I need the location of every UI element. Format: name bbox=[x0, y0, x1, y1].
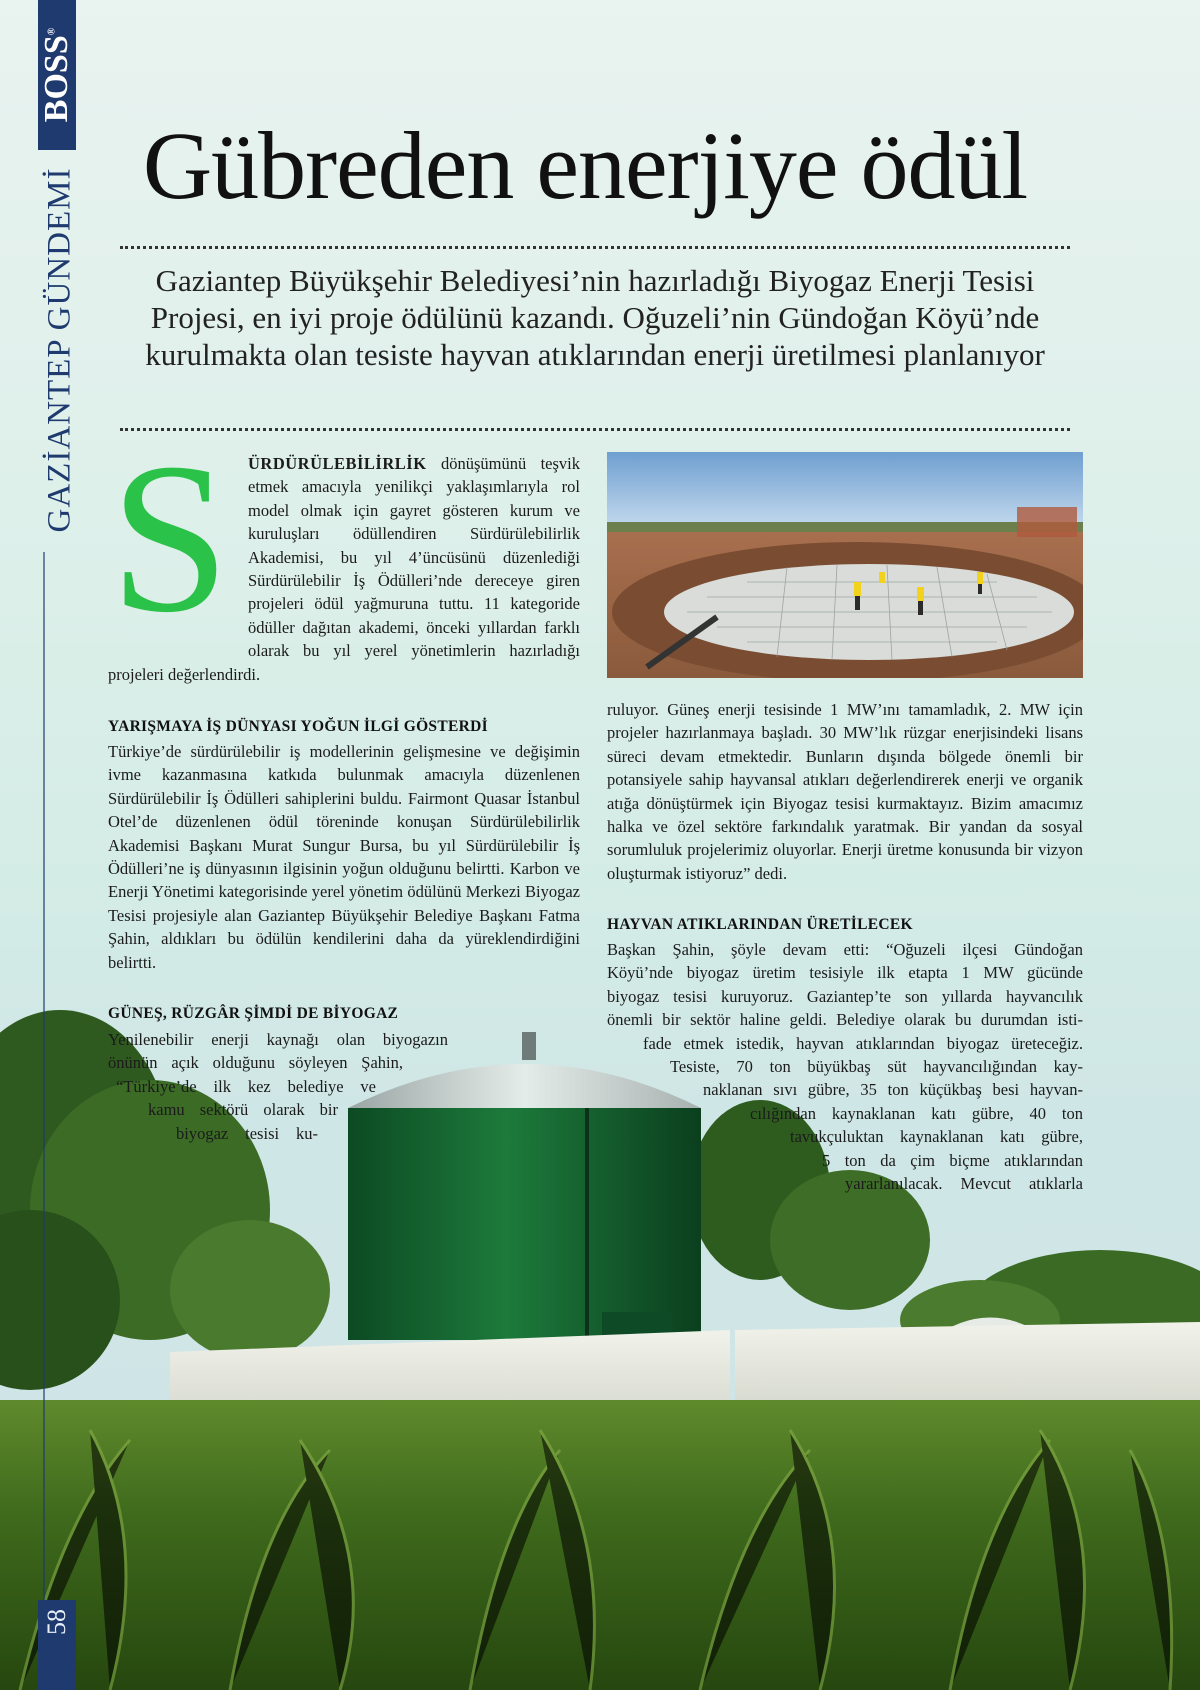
section3-line: Tesiste, 70 ton büyükbaş süt hayvancılığından kay- bbox=[670, 1057, 1083, 1077]
section3-line: 5 ton da çim biçme atıklarından bbox=[822, 1150, 1083, 1170]
page-number: 58 bbox=[42, 1609, 71, 1635]
rail-line bbox=[43, 552, 45, 1600]
section2-text bbox=[108, 1028, 480, 1145]
section3-text bbox=[580, 938, 1083, 1195]
section-label: GAZİANTEP GÜNDEMİ bbox=[41, 167, 78, 533]
brand-text: BOSS bbox=[38, 35, 75, 123]
section3-line: cılığından kaynaklanan katı gübre, 40 ton bbox=[750, 1103, 1083, 1123]
section2-line: biyogaz tesisi ku- bbox=[176, 1123, 318, 1143]
section3-line: biyogaz tesisi kuruyoruz. Gaziantep’te son yıllarda hayvancılık bbox=[607, 986, 1083, 1006]
section2-heading: GÜNEŞ, RÜZGÂR ŞİMDİ DE BİYOGAZ bbox=[108, 1005, 399, 1022]
registered-mark: ® bbox=[46, 27, 58, 36]
intro-text: dönüşümünü teşvik etmek amacıyla yenilikçi yaklaşımlarıyla rol model olmak için gayret gösteren kurum ve kuruluşları ödüllendiren Sürdürülebilirlik Akademisi, bu yıl 4’üncüsünü düzenlediği Sürdürülebilir İş Ödülleri’nde dereceye giren projeleri ödül yağmuruna tuttu. 11 kategoride ödüller dağıtan akademi, önceki yıllardan farklı olarak bu yıl yerel yönetimlerin hazırladığı projeleri değerlendirdi. bbox=[108, 454, 580, 684]
drop-cap: S bbox=[110, 418, 230, 657]
section3-line: fade etmek istedik, hayvan atıklarından biyogaz üreteceğiz. bbox=[643, 1033, 1083, 1053]
section3-line: yararlanılacak. Mevcut atıklarla bbox=[845, 1174, 1083, 1194]
section1-text: Türkiye’de sürdürülebilir iş modellerinin gelişmesine ve değişimin ivme kazanmasına katkıda bulunmak amacıyla düzenlenen Sürdürülebilir İş Ödülleri sahiplerini buldu. Fairmont Quasar İstanbul Otel’de düzenlenen ödül töreninde konuşan Sürdürülebilirlik Akademisi Başkanı Murat Sungur Bursa, bu yıl Sürdürülebilir İş Ödülleri’ne iş dünyasının ilgisinin yoğun olduğunu belirtti. Karbon ve Enerji Yönetimi kategorisinde yerel yönetim ödülünü Merkezi Biyogaz Tesisi projesiyle alan Gaziantep Büyükşehir Belediye Başkanı Fatma Şahin, aldıkları bu ödülün kendilerini daha da yüreklendirdiğini belirtti. bbox=[108, 742, 580, 972]
section2-line: Yenilenebilir enerji kaynağı olan biyogazın bbox=[108, 1030, 448, 1049]
section3-line: önemli bir sektör haline geldi. Belediye olarak bu durumdan isti- bbox=[607, 1010, 1083, 1030]
article-title: Gübreden enerjiye ödül bbox=[142, 112, 1028, 219]
section3-line: Köyü’nde biyogaz üretim tesisiyle ilk etapta 1 MW gücünde bbox=[607, 963, 1083, 983]
intro-strong: ÜRDÜRÜLEBİLİRLİK bbox=[248, 454, 427, 473]
section1-heading: YARIŞMAYA İŞ DÜNYASI YOĞUN İLGİ GÖSTERDİ bbox=[108, 718, 488, 735]
section2-line: kamu sektörü olarak bir bbox=[148, 1100, 338, 1120]
dotted-rule-bottom bbox=[120, 428, 1070, 431]
dotted-rule-top bbox=[120, 246, 1070, 249]
magazine-brand bbox=[38, 28, 76, 122]
construction-photo bbox=[607, 452, 1083, 678]
section3-heading: HAYVAN ATIKLARINDAN ÜRETİLECEK bbox=[607, 916, 913, 933]
drop-cap-space bbox=[108, 452, 248, 662]
article-lede: Gaziantep Büyükşehir Belediyesi’nin hazırladığı Biyogaz Enerji Tesisi Projesi, en iyi proje ödülünü kazandı. Oğuzeli’nin Gündoğan Köyü’nde kurulmakta olan tesiste hayvan atıklarından enerji üretilmesi planlanıyor bbox=[145, 263, 1045, 372]
section3-line: naklanan sıvı gübre, 35 ton küçükbaş besi hayvan- bbox=[703, 1080, 1083, 1100]
intro-paragraph bbox=[108, 452, 580, 686]
column2-text: ruluyor. Güneş enerji tesisinde 1 MW’ını tamamladık, 2. MW için projeler hazırlanmaya başladı. 30 MW’lık rüzgar enerjisindeki lisans süreci devam etmektedir. Bunların dışında bölgede önemli bir potansiyele sahip hayvansal atıkları değerlendirerek enerji ve organik atığa dönüştürmek için Biyogaz tesisi kurmaktayız. Bizim amacımız halka ve özel sektöre farkındalık yaratmak. Bir yandan da sosyal sorumluluk projelerimiz oluyorlar. Enerji üretme konusunda bir vizyon oluşturmak istiyoruz” dedi. bbox=[607, 700, 1083, 883]
section2-line: “Türkiye’de ilk kez belediye ve bbox=[116, 1076, 376, 1096]
section3-line: Başkan Şahin, şöyle devam etti: “Oğuzeli ilçesi Gündoğan bbox=[607, 940, 1083, 959]
section2-line: önünün açık olduğunu söyleyen Şahin, bbox=[108, 1053, 403, 1073]
corn-field bbox=[0, 1400, 1200, 1690]
section3-line: tavukçuluktan kaynaklanan katı gübre, bbox=[790, 1127, 1083, 1147]
